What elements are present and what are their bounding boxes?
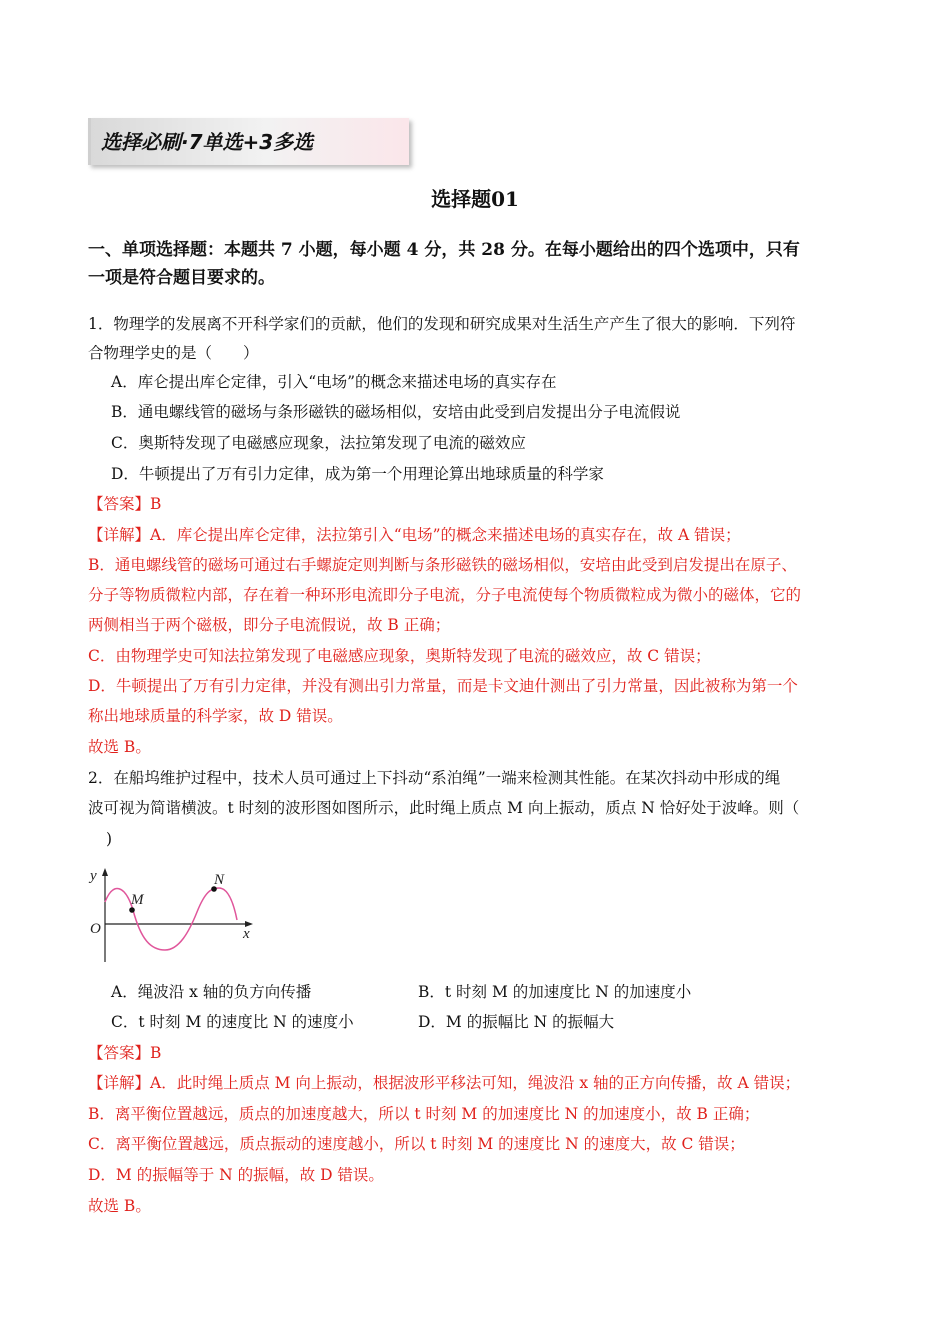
point-m [129, 907, 135, 913]
q1-explain-line-6: D．牛顿提出了万有引力定律，并没有测出引力常量，而是卡文迪什测出了引力常量，因此被称为第一个 [88, 677, 798, 695]
q1-explain-line-3: 分子等物质微粒内部，存在着一种环形电流即分子电流，分子电流使每个物质微粒成为微小的磁体，它的 [88, 586, 802, 604]
q2-option-c: C．t 时刻 M 的速度比 N 的速度小 [111, 1013, 354, 1031]
q2-explain-line-2: B．离平衡位置越远，质点的加速度越大，所以 t 时刻 M 的加速度比 N 的加速度小，故 B 正确； [88, 1105, 760, 1123]
q2-answer: 【答案】B [88, 1044, 162, 1062]
banner-text: 选择必刷·7单选+3多选 [101, 130, 314, 154]
wave-graph [85, 862, 265, 962]
q2-stem-line-1: 2．在船坞维护过程中，技术人员可通过上下抖动“系泊绳”一端来检测其性能。在某次抖动中形成的绳 [88, 769, 781, 787]
x-label: x [243, 926, 250, 942]
q1-option-d: D．牛顿提出了万有引力定律，成为第一个用理论算出地球质量的科学家 [111, 465, 604, 483]
q2-stem-line-3: ) [106, 830, 113, 848]
q2-option-b: B．t 时刻 M 的加速度比 N 的加速度小 [418, 983, 692, 1001]
q1-explain-line-5: C．由物理学史可知法拉第发现了电磁感应现象，奥斯特发现了电流的磁效应，故 C 错误； [88, 647, 711, 665]
q1-stem-line-1: 1．物理学的发展离不开科学家们的贡献，他们的发现和研究成果对生活生产产生了很大的影响．下列符 [88, 315, 796, 333]
q1-stem-line-2: 合物理学史的是（ ） [88, 344, 259, 362]
q2-explain-line-3: C．离平衡位置越远，质点振动的速度越小，所以 t 时刻 M 的速度比 N 的速度大，故 C 错误； [88, 1135, 745, 1153]
wave-curve [105, 888, 237, 950]
q2-stem-line-2: 波可视为简谐横波。t 时刻的波形图如图所示，此时绳上质点 M 向上振动，质点 N 恰好处于波峰。则（ [88, 799, 800, 817]
q2-explain-line-4: D．M 的振幅等于 N 的振幅，故 D 错误。 [88, 1166, 384, 1184]
q1-explain-line-2: B．通电螺线管的磁场可通过右手螺旋定则判断与条形磁铁的磁场相似，安培由此受到启发提出在原子、 [88, 556, 797, 574]
q1-explain-line-4: 两侧相当于两个磁极，即分子电流假说，故 B 正确； [88, 616, 451, 634]
q1-option-a: A．库仑提出库仑定律，引入“电场”的概念来描述电场的真实存在 [111, 373, 557, 391]
y-label: y [90, 868, 97, 884]
q1-option-b: B．通电螺线管的磁场与条形磁铁的磁场相似，安培由此受到启发提出分子电流假说 [111, 403, 681, 421]
q2-option-a: A．绳波沿 x 轴的负方向传播 [111, 983, 312, 1001]
section-heading-line-1: 一、单项选择题：本题共 7 小题，每小题 4 分，共 28 分。在每小题给出的四个选项中，只有 [88, 240, 800, 260]
n-label: N [214, 872, 225, 888]
y-axis-arrow [102, 868, 108, 876]
page-title: 选择题01 [431, 187, 519, 211]
q1-answer: 【答案】B [88, 495, 162, 513]
q2-conclusion: 故选 B。 [88, 1197, 151, 1215]
m-label: M [131, 892, 144, 908]
q1-option-c: C．奥斯特发现了电磁感应现象，法拉第发现了电流的磁效应 [111, 434, 526, 452]
q1-conclusion: 故选 B。 [88, 738, 151, 756]
q1-explain-line-7: 称出地球质量的科学家，故 D 错误。 [88, 707, 343, 725]
origin-label: O [90, 921, 101, 937]
q2-explain-line-1: 【详解】A．此时绳上质点 M 向上振动，根据波形平移法可知，绳波沿 x 轴的正方向传播，故 A 错误； [88, 1074, 801, 1092]
q2-option-d: D．M 的振幅比 N 的振幅大 [418, 1013, 615, 1031]
section-heading-line-2: 一项是符合题目要求的。 [88, 268, 275, 288]
q1-explain-line-1: 【详解】A．库仑提出库仑定律，法拉第引入“电场”的概念来描述电场的真实存在，故 A 错误； [88, 526, 741, 544]
section-banner [88, 118, 409, 165]
